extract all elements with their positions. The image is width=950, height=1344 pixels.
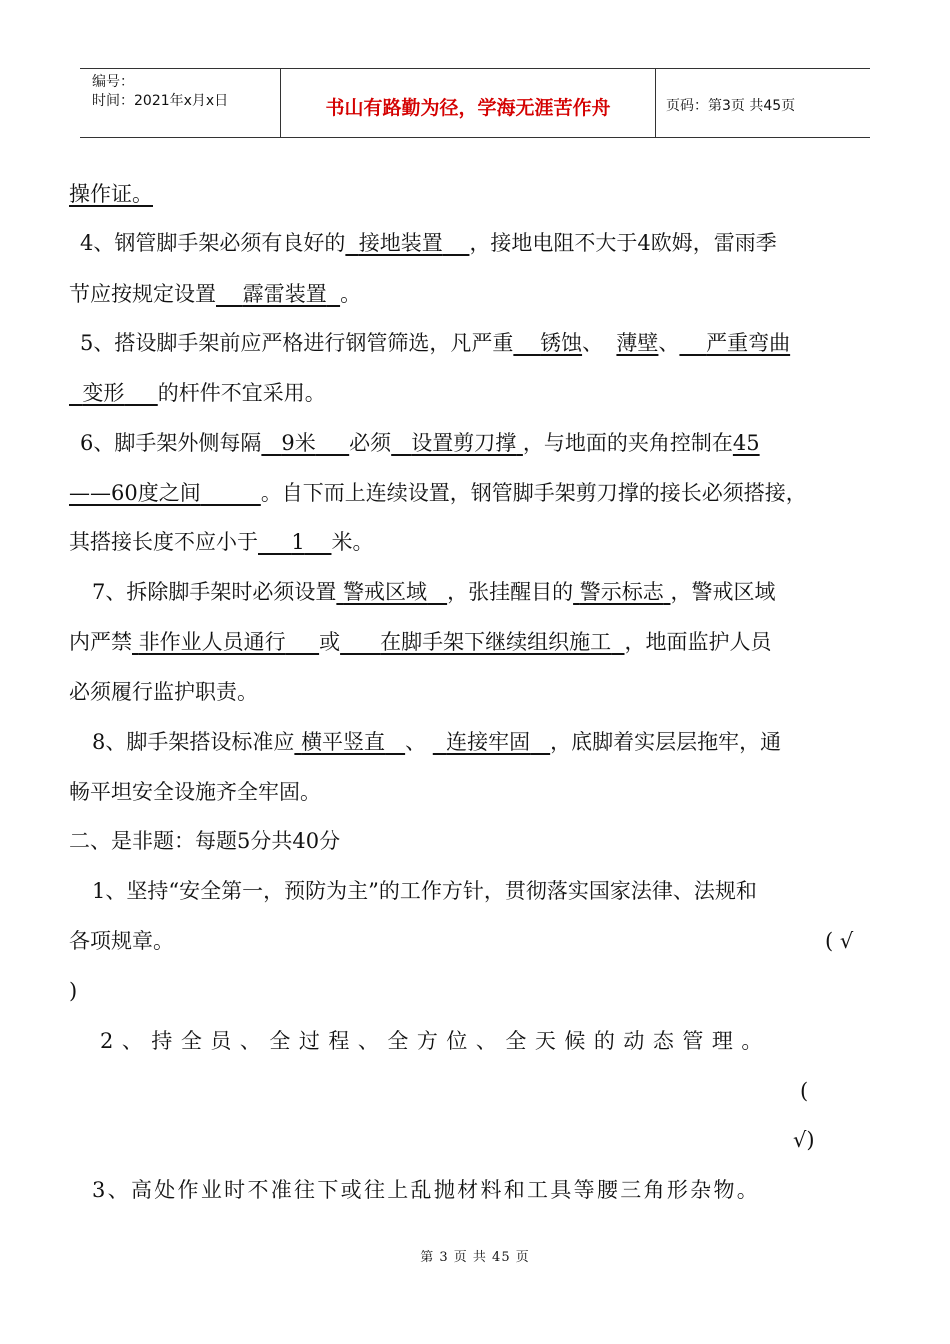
page-header (80, 68, 870, 138)
answer-blank: 警示标志 (579, 580, 664, 604)
text-line (69, 677, 258, 707)
text-fragment: 畅平坦安全设施齐全牢固。 (69, 780, 321, 804)
text-fragment: 。自下而上连续设置，钢管脚手架剪刀撑的接长必须搭接， (260, 481, 807, 505)
header-page-info: 页码：第3页 共45页 (666, 98, 796, 114)
answer-blank: 薄壁 (616, 331, 659, 355)
text-line: 各项规章。 (69, 929, 174, 953)
true-false-1: 1、坚持“安全第一，预防为主”的工作方针，贯彻落实国家法律、法规和 (92, 879, 757, 903)
text-line (69, 279, 361, 309)
answer-blank: 45 (732, 431, 760, 455)
section-heading: 二、是非题：每题5分共40分 (69, 829, 341, 853)
answer-blank: 1 (291, 530, 305, 554)
true-false-2: 2、持全员、全过程、全方位、全天候的动态管理。 (100, 1029, 771, 1053)
answer-blank: 变形 (82, 381, 125, 405)
text-fragment: ，与地面的夹角控制在 (522, 431, 733, 455)
text-fragment: 米。 (331, 530, 374, 554)
answer-blank: 在脚手架下继续组织施工 (380, 630, 612, 654)
text-fragment: 必须 (349, 431, 392, 455)
answer-blank: 设置剪刀撑 (411, 431, 517, 455)
text-fragment: ，接地电阻不大于4欧姆，雷雨季 (469, 231, 777, 255)
question-7 (92, 577, 775, 607)
answer-blank: 警戒区域 (343, 580, 428, 604)
text-fragment: 5、搭设脚手架前应严格进行钢管筛选，凡严重 (80, 331, 514, 355)
answer-mark: √) (793, 1128, 815, 1152)
text-fragment: ，地面监护人员 (624, 630, 772, 654)
question-8 (92, 727, 781, 757)
header-divider (280, 69, 281, 137)
header-motto: 书山有路勤为径，学海无涯苦作舟 (325, 97, 611, 119)
text-fragment: 其搭接长度不应小于 (69, 530, 258, 554)
text-fragment: 、 (582, 331, 604, 355)
text-fragment: 节应按规定设置 (69, 282, 216, 306)
text-fragment: ，底脚着实层层拖牢，通 (550, 730, 782, 754)
text-fragment: 操作证。 (69, 182, 153, 206)
text-fragment: 8、脚手架搭设标准应 (92, 730, 295, 754)
answer-mark: ( (800, 1079, 809, 1103)
text-line (69, 527, 373, 557)
document-date: 时间：2021年x月x日 (92, 93, 229, 109)
question-4 (80, 228, 777, 258)
answer-blank: 横平竖直 (301, 730, 386, 754)
answer-blank: 非作业人员通行 (138, 630, 286, 654)
answer-blank: 9米 (281, 431, 316, 455)
text-fragment: 6、脚手架外侧每隔 (80, 431, 262, 455)
question-6 (80, 428, 760, 458)
text-line (69, 777, 321, 807)
text-fragment: 、 (405, 730, 427, 754)
answer-blank: 霹雷装置 (242, 282, 327, 306)
text-fragment: 或 (319, 630, 341, 654)
document-number-label: 编号： (92, 74, 134, 90)
text-line (69, 378, 326, 408)
text-fragment: 必须履行监护职责。 (69, 680, 258, 704)
header-meta (92, 73, 228, 111)
answer-blank: 接地装置 (358, 231, 443, 255)
answer-mark: ) (69, 979, 78, 1003)
text-fragment: 7、拆除脚手架时必须设置 (92, 580, 337, 604)
text-line (69, 478, 807, 508)
answer-blank: 连接牢固 (446, 730, 531, 754)
answer-blank: ——60度之间 (69, 481, 201, 505)
text-fragment: ，张挂醒目的 (447, 580, 574, 604)
text-line (69, 627, 772, 657)
text-fragment: 的杆件不宜采用。 (157, 381, 326, 405)
text-fragment: 4、钢管脚手架必须有良好的 (80, 231, 346, 255)
question-5 (80, 328, 790, 358)
answer-mark: ( √ (825, 929, 854, 953)
text-fragment: 、 (658, 331, 680, 355)
text-fragment: 。 (340, 282, 362, 306)
header-divider (655, 69, 656, 137)
page-footer: 第 3 页 共 45 页 (420, 1250, 530, 1265)
text-fragment: ，警戒区域 (670, 580, 776, 604)
answer-blank: 严重弯曲 (706, 331, 791, 355)
text-line (69, 179, 153, 209)
answer-blank: 锈蚀 (540, 331, 583, 355)
true-false-3: 3、高处作业时不准往下或往上乱抛材料和工具等腰三角形杂物。 (92, 1178, 761, 1202)
text-fragment: 内严禁 (69, 630, 132, 654)
